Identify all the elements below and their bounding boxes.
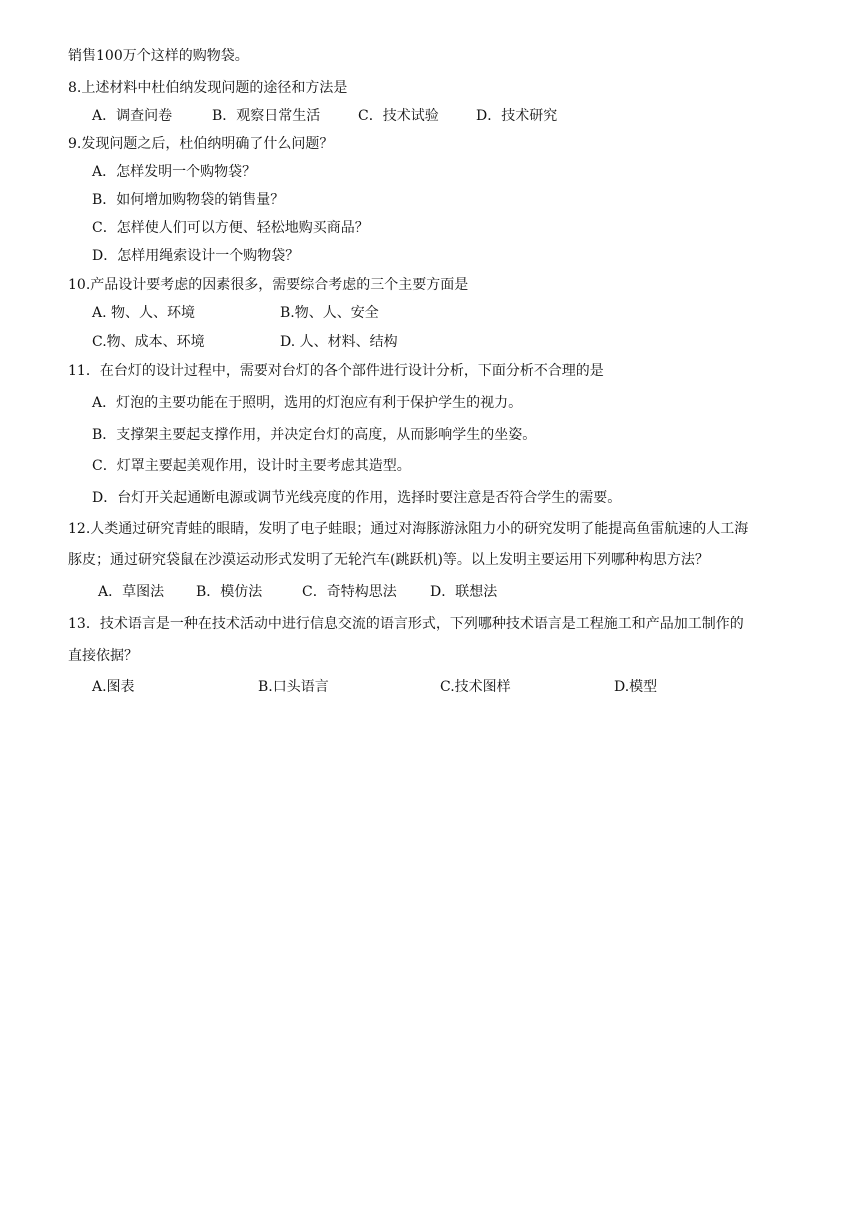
question-8-option-d: D．技术研究	[476, 108, 558, 124]
question-11-option-a: A．灯泡的主要功能在于照明，选用的灯泡应有利于保护学生的视力。	[92, 395, 523, 411]
question-10-option-c: C.物、成本、环境	[92, 334, 205, 350]
question-9-option-a: A．怎样发明一个购物袋？	[92, 164, 257, 180]
question-13-stem-line-1: 13．技术语言是一种在技术活动中进行信息交流的语言形式，下列哪种技术语言是工程施工和产品加工制作的	[68, 616, 744, 632]
question-10-option-a: A. 物、人、环境	[92, 305, 196, 321]
question-11-option-d: D．台灯开关起通断电源或调节光线亮度的作用，选择时要注意是否符合学生的需要。	[92, 490, 622, 506]
question-9-stem: 9.发现问题之后，杜伯纳明确了什么问题？	[68, 136, 334, 152]
question-12-option-a: A．草图法	[98, 584, 165, 600]
question-13-stem-line-2: 直接依据？	[68, 648, 138, 664]
question-12-option-d: D．联想法	[430, 584, 498, 600]
question-10-option-d: D. 人、材料、结构	[280, 334, 398, 350]
question-10-stem: 10.产品设计要考虑的因素很多，需要综合考虑的三个主要方面是	[68, 277, 469, 293]
question-11-option-c: C．灯罩主要起美观作用，设计时主要考虑其造型。	[92, 458, 411, 474]
question-12-stem-line-2: 豚皮；通过研究袋鼠在沙漠运动形式发明了无轮汽车(跳跃机)等。以上发明主要运用下列哪种构思方法？	[68, 552, 709, 568]
question-9-option-c: C．怎样使人们可以方便、轻松地购买商品？	[92, 220, 369, 236]
question-8-stem: 8.上述材料中杜伯纳发现问题的途径和方法是	[68, 80, 348, 96]
question-9-option-d: D．怎样用绳索设计一个购物袋？	[92, 248, 300, 264]
question-13-option-a: A.图表	[92, 679, 135, 695]
question-10-option-b: B.物、人、安全	[280, 305, 379, 321]
question-12-option-c: C．奇特构思法	[302, 584, 397, 600]
question-11-option-b: B．支撑架主要起支撑作用，并决定台灯的高度，从而影响学生的坐姿。	[92, 427, 537, 443]
question-9-option-b: B．如何增加购物袋的销售量？	[92, 192, 285, 208]
question-11-stem: 11．在台灯的设计过程中，需要对台灯的各个部件进行设计分析，下面分析不合理的是	[68, 363, 604, 379]
question-13-option-d: D.模型	[614, 679, 658, 695]
question-13-option-c: C.技术图样	[440, 679, 511, 695]
question-8-option-b: B．观察日常生活	[212, 108, 321, 124]
question-12-stem-line-1: 12.人类通过研究青蛙的眼睛，发明了电子蛙眼；通过对海豚游泳阻力小的研究发明了能提高鱼雷航速的人工海	[68, 521, 749, 537]
question-8-option-c: C．技术试验	[358, 108, 439, 124]
intro-tail-text: 销售100万个这样的购物袋。	[68, 48, 249, 64]
question-13-option-b: B.口头语言	[258, 679, 329, 695]
question-8-option-a: A．调查问卷	[92, 108, 173, 124]
question-12-option-b: B．模仿法	[196, 584, 263, 600]
